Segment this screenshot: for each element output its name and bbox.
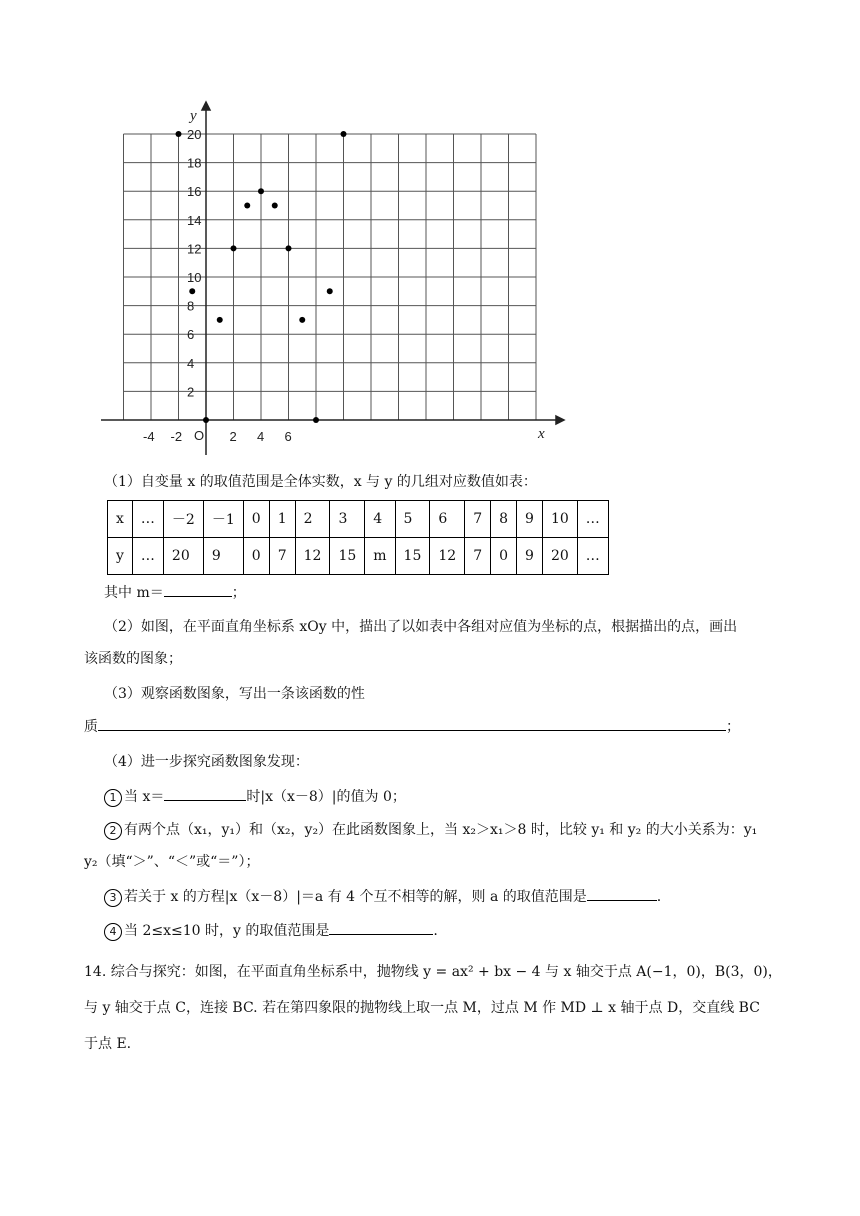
table-cell-y-3: 9 (203, 538, 243, 575)
value-table (107, 500, 609, 575)
grid (124, 134, 537, 420)
x-tick-label: -4 (143, 429, 155, 444)
y-tick-label: 4 (187, 355, 195, 371)
table-cell-x-4: 0 (243, 501, 269, 538)
x-tick-label: 6 (284, 429, 292, 444)
part4-item4 (104, 920, 860, 941)
data-point (341, 131, 347, 137)
part2-line1: （2）如图，在平面直角坐标系 xOy 中，描出了以如表中各组对应值为坐标的点，根据描出的点，画出 (104, 619, 738, 635)
data-point (203, 417, 209, 423)
circled-number-2: 2 (104, 822, 122, 840)
table-cell-x-2: －2 (163, 501, 203, 538)
table-cell-x-6: 2 (295, 501, 330, 538)
part3-suffix: ； (726, 719, 740, 735)
circled-number-1: 1 (104, 789, 122, 807)
q14-line2: 与 y 轴交于点 C，连接 BC. 若在第四象限的抛物线上取一点 M，过点 M 作 MD ⊥ x 轴于点 D，交直线 BC (84, 1000, 760, 1016)
table-row-y (108, 538, 609, 575)
property-answer-blank[interactable] (98, 716, 726, 731)
item4-prefix: 当 2≤x≤10 时，y 的取值范围是 (124, 923, 330, 939)
item4-answer-blank[interactable] (329, 920, 433, 935)
part4-item1 (104, 786, 860, 807)
table-cell-y-9: 15 (395, 538, 430, 575)
data-point (189, 288, 195, 294)
table-cell-y-12: 0 (491, 538, 517, 575)
y-tick-label: 12 (187, 241, 202, 257)
y-axis-arrow (202, 102, 210, 110)
y-tick-label: 18 (187, 155, 202, 171)
circled-number-4: 4 (104, 923, 122, 941)
data-point (244, 203, 250, 209)
data-point (231, 245, 237, 251)
y-tick-label: 2 (187, 384, 195, 400)
data-point (272, 203, 278, 209)
table-cell-x-14: 10 (542, 501, 577, 538)
part3-line1: （3）观察函数图象，写出一条该函数的性 (104, 686, 365, 702)
item1-prefix: 当 x＝ (124, 789, 165, 805)
y-tick-label: 6 (187, 327, 195, 343)
part3-line2 (84, 716, 860, 737)
data-point (299, 317, 305, 323)
q14-line1: 14. 综合与探究：如图，在平面直角坐标系中，抛物线 y = ax² + bx − 4 与 x 轴交于点 A(−1，0)，B(3，0)， (84, 964, 782, 980)
y-tick-label: 8 (187, 298, 195, 314)
y-tick-label: 10 (187, 270, 202, 285)
table-cell-x-15: … (577, 501, 608, 538)
q14-line3: 于点 E. (84, 1036, 132, 1052)
data-point (176, 131, 182, 137)
item3-prefix: 若关于 x 的方程|x（x－8）|＝a 有 4 个互不相等的解，则 a 的取值范围是 (124, 889, 587, 905)
part4-item2-line2: y₂（填“＞”、“＜”或“＝”）； (84, 854, 260, 870)
part4-intro: （4）进一步探究函数图象发现： (104, 754, 309, 770)
data-point (286, 245, 292, 251)
table-cell-y-0: y (108, 538, 133, 575)
table-cell-y-10: 12 (430, 538, 465, 575)
x-tick-label: 2 (229, 429, 237, 444)
part4-item2 (104, 820, 860, 840)
part1-text: （1）自变量 x 的取值范围是全体实数，x 与 y 的几组对应数值如表： (104, 474, 537, 490)
table-cell-y-2: 20 (163, 538, 203, 575)
table-cell-y-11: 7 (465, 538, 491, 575)
x-axis-label: x (538, 426, 545, 442)
table-cell-y-5: 7 (269, 538, 295, 575)
table-cell-y-4: 0 (243, 538, 269, 575)
table-cell-y-1: … (132, 538, 163, 575)
data-point (327, 288, 333, 294)
table-cell-y-14: 20 (542, 538, 577, 575)
y-tick-label: 14 (187, 212, 202, 228)
table-cell-x-5: 1 (269, 501, 295, 538)
item3-suffix: . (656, 889, 662, 905)
item1-answer-blank[interactable] (164, 786, 246, 801)
item1-suffix: 时|x（x－8）|的值为 0； (246, 789, 406, 805)
part4-item3 (104, 886, 860, 907)
table-cell-x-10: 6 (430, 501, 465, 538)
table-cell-x-1: … (132, 501, 163, 538)
m-suffix: ； (231, 585, 246, 601)
table-cell-x-12: 8 (491, 501, 517, 538)
x-tick-label: -2 (170, 429, 183, 444)
table-cell-x-0: x (108, 501, 133, 538)
item4-suffix: . (433, 923, 438, 939)
coordinate-graph (96, 100, 566, 460)
x-axis-arrow (556, 416, 564, 424)
part3-prefix: 质 (84, 719, 98, 735)
data-point (217, 317, 223, 323)
table-row-x (108, 501, 609, 538)
table-cell-y-6: 12 (295, 538, 330, 575)
y-tick-label: 16 (187, 184, 202, 200)
m-prefix: 其中 m＝ (104, 585, 164, 601)
table-cell-x-9: 5 (395, 501, 430, 538)
table-cell-x-3: －1 (203, 501, 243, 538)
part2-line2: 该函数的图象； (84, 651, 182, 667)
table-cell-x-13: 9 (517, 501, 543, 538)
part1-answer-line (104, 582, 860, 603)
table-cell-x-11: 7 (465, 501, 491, 538)
m-answer-blank[interactable] (164, 582, 232, 597)
axes (101, 102, 564, 455)
y-axis-label: y (190, 108, 197, 124)
table-cell-x-8: 4 (365, 501, 395, 538)
data-point (258, 188, 264, 194)
table-cell-y-7: 15 (330, 538, 365, 575)
table-cell-x-7: 3 (330, 501, 365, 538)
x-tick-label: 4 (257, 429, 265, 444)
y-tick-label: 20 (187, 127, 202, 142)
item3-answer-blank[interactable] (587, 886, 657, 901)
circled-number-3: 3 (104, 889, 122, 907)
origin-label: O (194, 428, 205, 443)
table-cell-y-15: … (577, 538, 608, 575)
data-point (313, 417, 319, 423)
table-cell-y-13: 9 (517, 538, 543, 575)
item2-line1: 有两个点（x₁，y₁）和（x₂，y₂）在此函数图象上，当 x₂＞x₁＞8 时，比较 y₁ 和 y₂ 的大小关系为：y₁ (124, 822, 758, 838)
table-cell-y-8: m (365, 538, 395, 575)
